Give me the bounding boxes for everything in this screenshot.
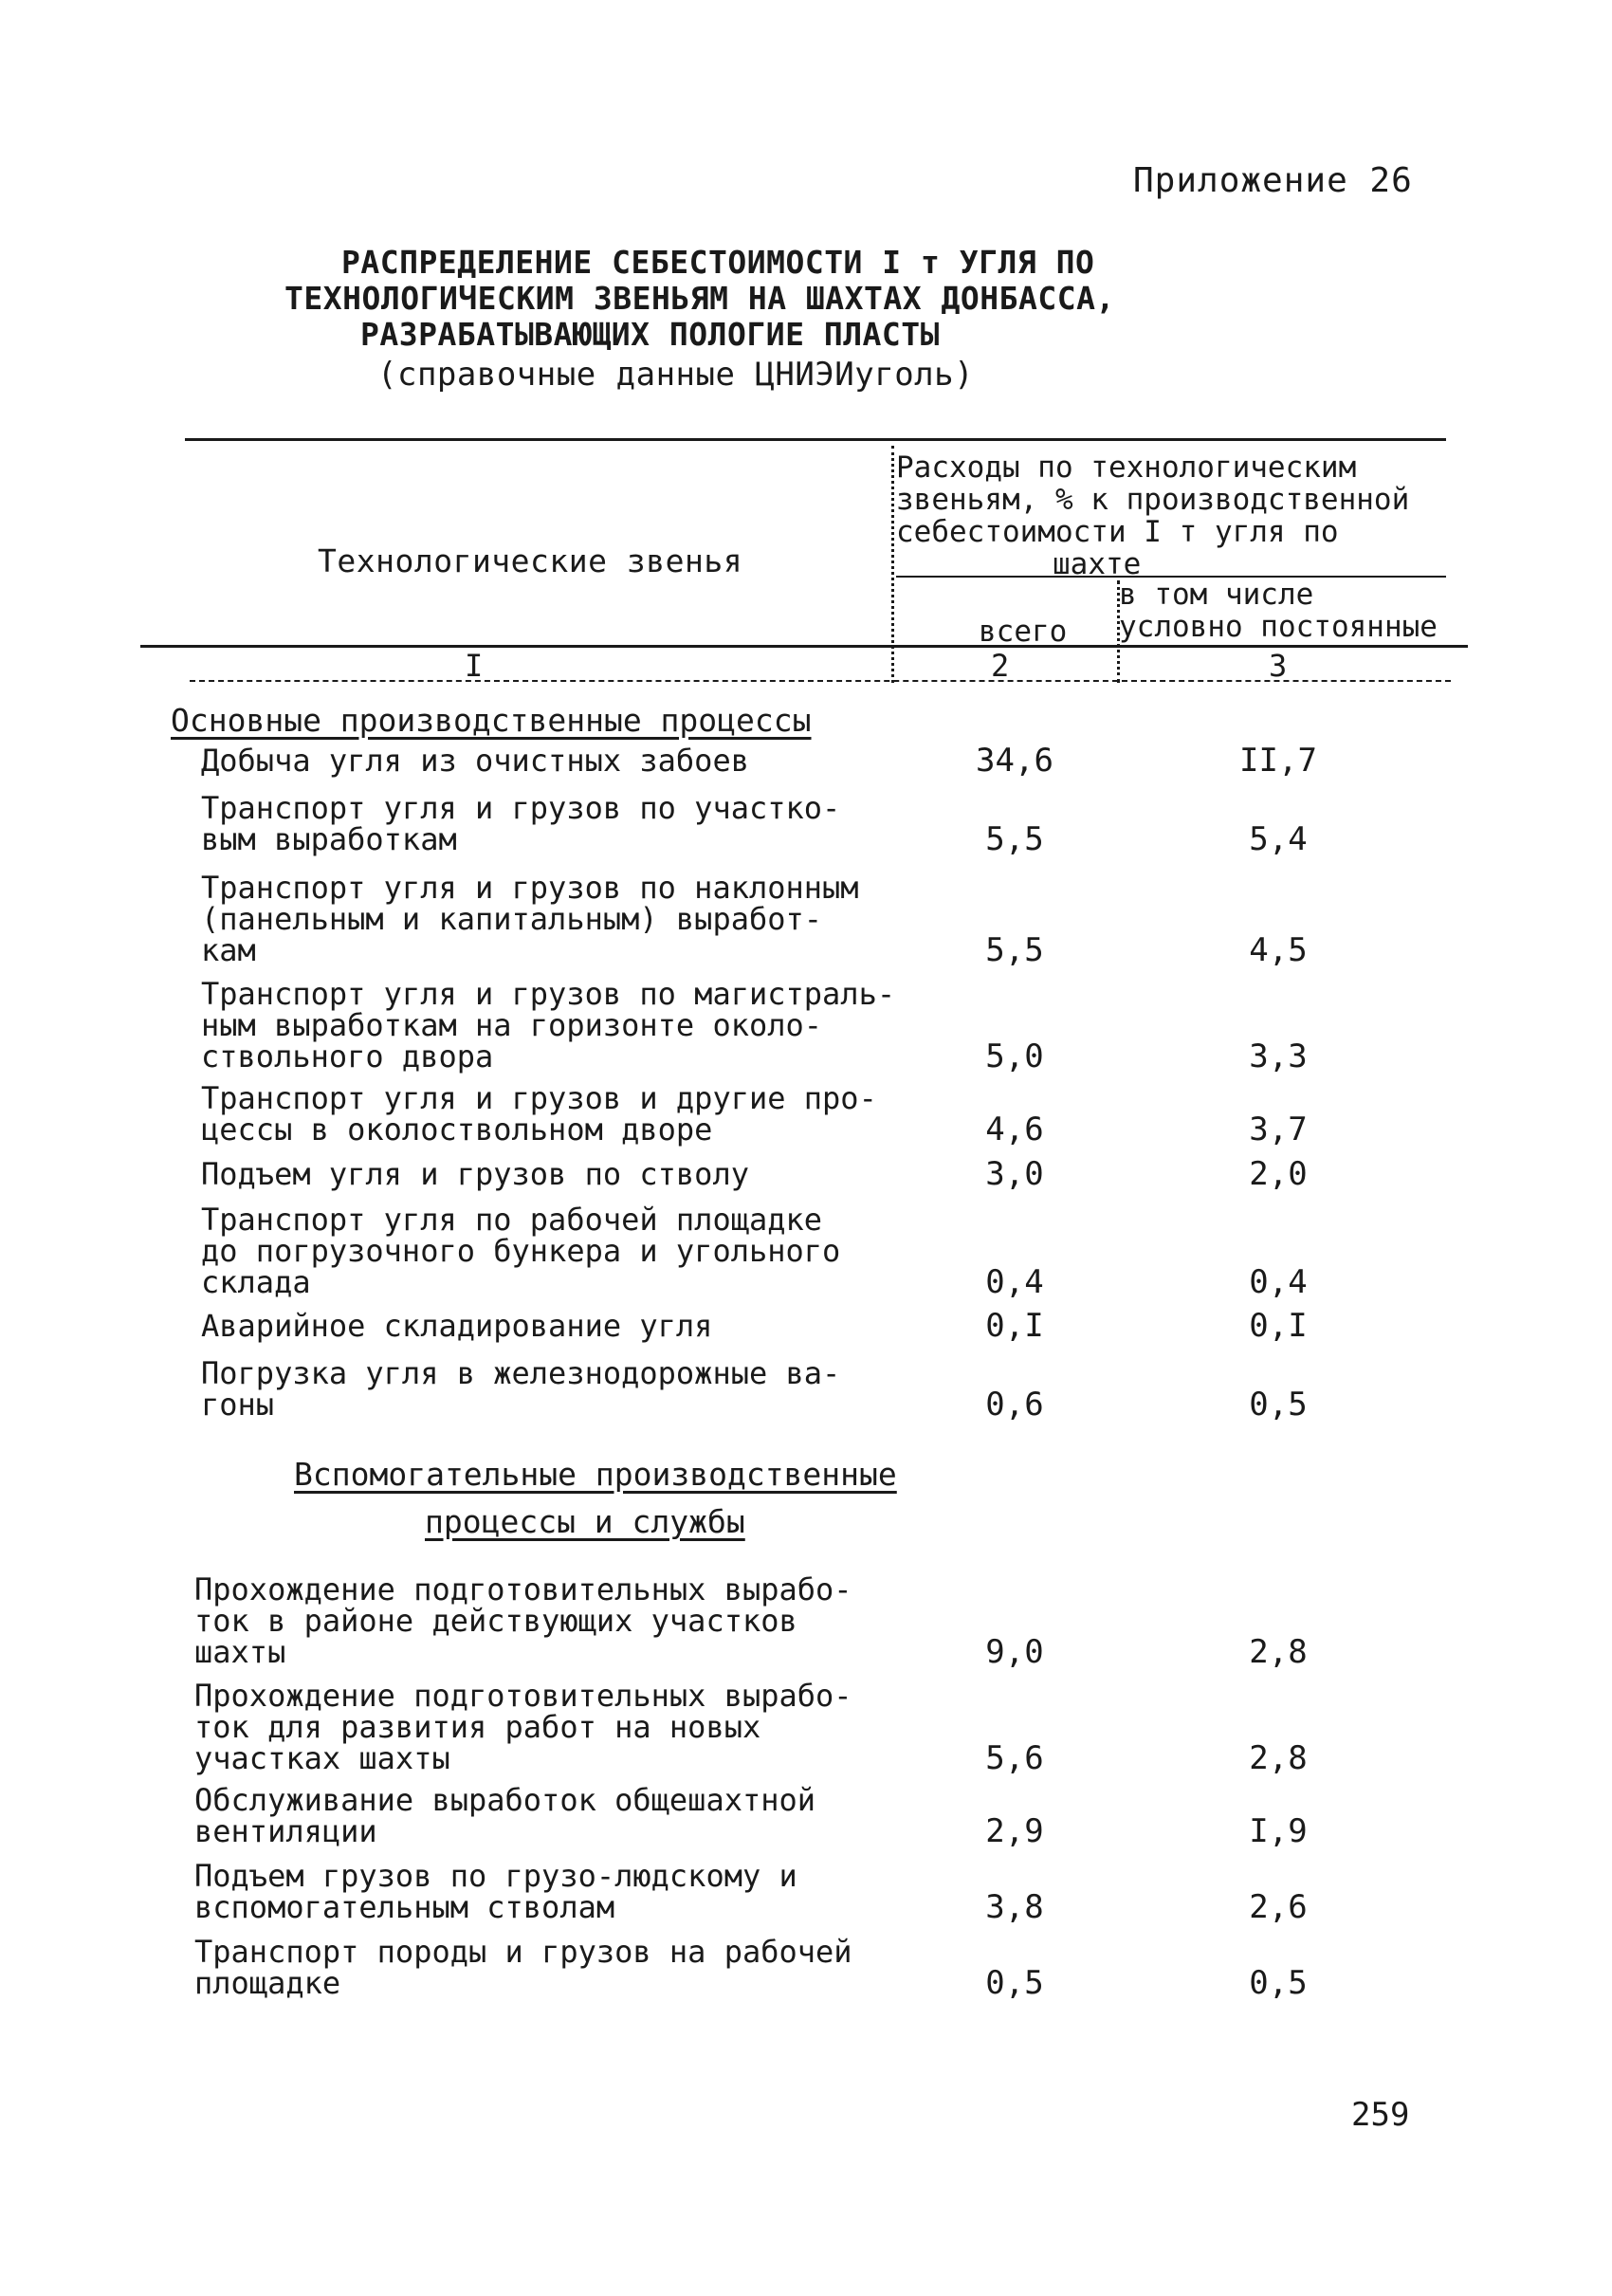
row-total-value: 3,0 [985, 1155, 1044, 1193]
row-label-line: Погрузка угля в железнодорожные ва- [201, 1355, 841, 1391]
row-total-value: 4,6 [985, 1111, 1044, 1148]
row-total-value: 5,0 [985, 1038, 1044, 1075]
title-line-2: ТЕХНОЛОГИЧЕСКИМ ЗВЕНЬЯМ НА ШАХТАХ ДОНБАССА, [284, 280, 1115, 317]
row-conditional-value: 0,5 [1249, 1386, 1308, 1424]
row-label-line: Транспорт угля и грузов по наклонным [201, 870, 859, 906]
row-label-line: вым выработкам [201, 821, 457, 857]
title-line-1: РАСПРЕДЕЛЕНИЕ СЕБЕСТОИМОСТИ I т УГЛЯ ПО [341, 244, 1095, 281]
row-label-line: гоны [201, 1387, 275, 1423]
column-header-conditional [1119, 579, 1438, 643]
row-label-line: (панельным и капитальным) выработ- [201, 901, 823, 937]
row-conditional-value: 2,8 [1249, 1739, 1308, 1777]
row-label-line: цессы в околоствольном дворе [201, 1111, 713, 1148]
row-total-value: 0,4 [985, 1263, 1044, 1301]
row-label-line: ток в районе действующих участков [194, 1603, 797, 1639]
row-conditional-value: 4,5 [1249, 931, 1308, 969]
row-label-line: Аварийное складирование угля [201, 1308, 713, 1344]
row-label-line: ствольного двора [201, 1038, 494, 1075]
row-total-value: 5,6 [985, 1739, 1044, 1777]
row-label-line: участках шахты [194, 1740, 450, 1776]
page-number: 259 [1351, 2096, 1410, 2134]
row-label-line: Подъем грузов по грузо-людскому и [194, 1858, 797, 1894]
column-divider-1 [891, 446, 894, 683]
row-label-line: кам [201, 932, 256, 968]
row-label-line: ток для развития работ на новых [194, 1709, 761, 1745]
appendix-label: Приложение 26 [1133, 161, 1413, 200]
document-subtitle: (справочные данные ЦНИЭИуголь) [377, 356, 975, 394]
column-number-rule [190, 680, 1451, 682]
row-conditional-value: 3,3 [1249, 1038, 1308, 1075]
costs-header-line-1: Расходы по технологическим [896, 450, 1357, 485]
section-main-processes: Основные производственные процессы [171, 702, 812, 739]
costs-header-line-3: себестоимости I т угля по [896, 515, 1339, 549]
row-label-line: Транспорт породы и грузов на рабочей [194, 1934, 852, 1970]
row-label-line: склада [201, 1264, 311, 1300]
row-conditional-value: 0,I [1249, 1307, 1308, 1345]
document-title [284, 245, 1115, 353]
column-header-stages: Технологические звенья [318, 542, 743, 579]
column-header-total: всего [979, 615, 1068, 649]
row-conditional-value: 2,8 [1249, 1633, 1308, 1671]
row-label-line: ным выработкам на горизонте около- [201, 1007, 823, 1043]
row-label-line: до погрузочного бункера и угольного [201, 1233, 841, 1269]
row-label-line: шахты [194, 1634, 286, 1670]
row-label-line: Подъем угля и грузов по стволу [201, 1156, 749, 1192]
column-number-2: 2 [991, 648, 1010, 684]
row-conditional-value: 0,4 [1249, 1263, 1308, 1301]
row-label-line: Обслуживание выработок общешахтной [194, 1782, 816, 1818]
row-total-value: 3,8 [985, 1888, 1044, 1926]
row-label-line: Транспорт угля и грузов по участко- [201, 790, 841, 826]
row-total-value: 0,5 [985, 1964, 1044, 2002]
column-number-1: I [465, 648, 484, 684]
column-number-3: 3 [1269, 648, 1288, 684]
row-label-line: Транспорт угля и грузов по магистраль- [201, 976, 896, 1012]
row-total-value: 0,I [985, 1307, 1044, 1345]
row-conditional-value: I,9 [1249, 1812, 1308, 1850]
costs-header-line-2: звеньям, % к производственной [896, 483, 1410, 517]
row-total-value: 5,5 [985, 820, 1044, 858]
row-label-line: площадке [194, 1965, 341, 2001]
column-header-costs [896, 451, 1409, 580]
row-conditional-value: 5,4 [1249, 820, 1308, 858]
table-top-rule [185, 438, 1446, 441]
row-total-value: 0,6 [985, 1386, 1044, 1424]
title-line-3: РАЗРАБАТЫВАЮЩИХ ПОЛОГИЕ ПЛАСТЫ [360, 316, 941, 353]
row-total-value: 9,0 [985, 1633, 1044, 1671]
row-total-value: 5,5 [985, 931, 1044, 969]
row-conditional-value: 3,7 [1249, 1111, 1308, 1148]
row-label-line: Добыча угля из очистных забоев [201, 743, 749, 779]
row-conditional-value: 0,5 [1249, 1964, 1308, 2002]
row-conditional-value: 2,0 [1249, 1155, 1308, 1193]
conditional-header-line-1: в том числе [1119, 578, 1314, 612]
section-aux-processes-line-1: Вспомогательные производственные [294, 1456, 897, 1493]
row-label-line: Прохождение подготовительных вырабо- [194, 1678, 852, 1714]
row-label-line: Транспорт угля и грузов и другие про- [201, 1080, 877, 1116]
row-label-line: вентиляции [194, 1813, 377, 1849]
row-total-value: 34,6 [976, 742, 1053, 780]
row-conditional-value: 2,6 [1249, 1888, 1308, 1926]
row-conditional-value: II,7 [1239, 742, 1317, 780]
row-label-line: Прохождение подготовительных вырабо- [194, 1571, 852, 1607]
conditional-header-line-2: условно постоянные [1119, 610, 1438, 644]
row-label-line: вспомогательным стволам [194, 1889, 615, 1925]
costs-header-line-4: шахте [1053, 547, 1142, 581]
section-aux-processes-line-2: процессы и службы [425, 1503, 745, 1540]
row-label-line: Транспорт угля по рабочей площадке [201, 1202, 823, 1238]
row-total-value: 2,9 [985, 1812, 1044, 1850]
